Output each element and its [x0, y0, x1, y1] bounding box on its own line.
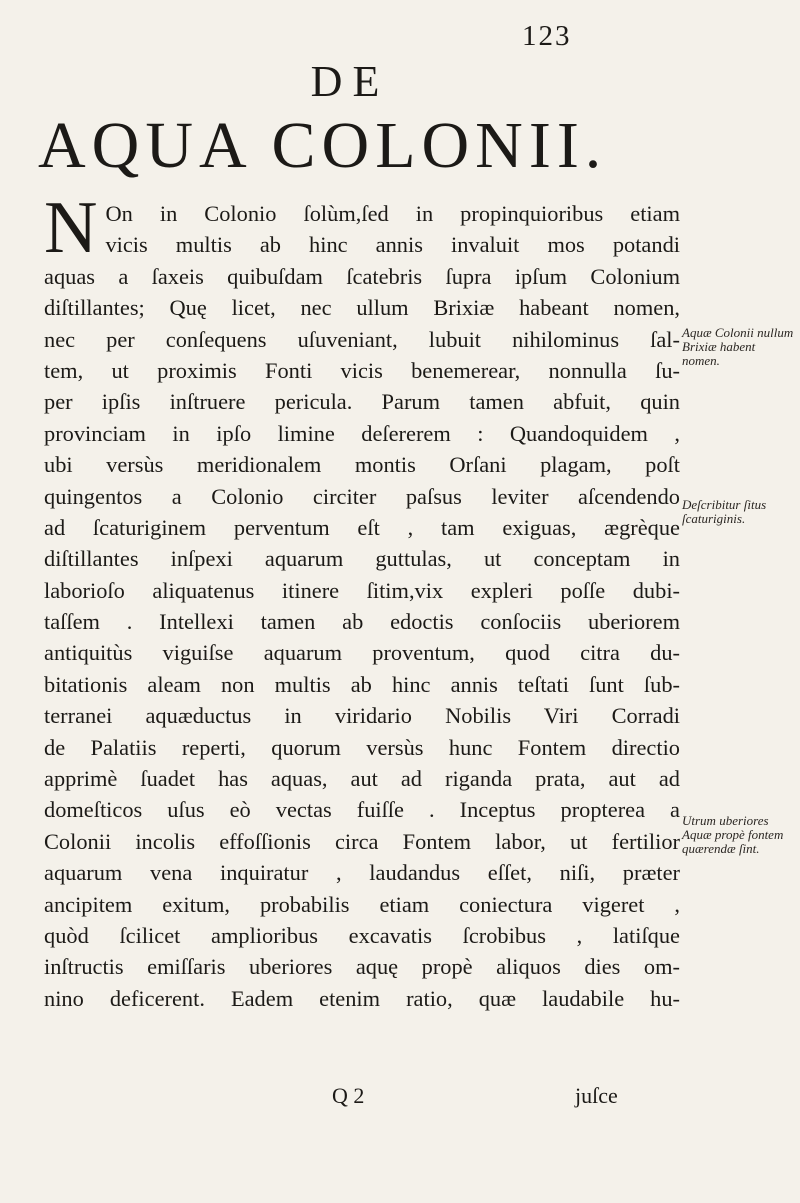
text-line: quòd ſcilicet amplioribus excavatis ſcrobibus , latiſque	[44, 922, 680, 948]
text-line: Colonii incolis effoſſionis circa Fontem labor, ut fertilior	[44, 828, 680, 854]
margin-note: Utrum uberiores Aquæ propè fontem quærendæ ſint.	[682, 813, 784, 856]
text-line: provinciam in ipſo limine deſererem : Quandoquidem ,	[44, 420, 680, 446]
text-line: ubi versùs meridionalem montis Orſani plagam, poſt	[44, 452, 680, 478]
text-line: domeſticos uſus eò vectas fuiſſe . Inceptus propterea a	[44, 797, 680, 823]
text-line: ancipitem exitum, probabilis etiam coniectura vigeret ,	[44, 891, 680, 917]
text-line: per ipſis inſtruere pericula. Parum tamen abfuit, quin	[44, 389, 680, 415]
text-line: diſtillantes; Quę licet, nec ullum Brixiæ habeant nomen,	[44, 295, 680, 321]
body-text	[44, 187, 680, 1014]
text-line: inſtructis emiſſaris uberiores aquę propè aliquos dies om-	[44, 954, 680, 980]
catchword: juſce	[575, 1083, 618, 1108]
page-title: AQUA COLONII.	[38, 109, 608, 182]
text-line: vicis multis ab hinc annis invaluit mos potandi	[105, 232, 680, 258]
drop-cap: N	[44, 187, 98, 269]
signature-mark: Q 2	[332, 1083, 365, 1108]
text-line: On in Colonio ſolùm,ſed in propinquioribus etiam	[105, 201, 680, 226]
text-line: apprimè ſuadet has aquas, aut ad riganda prata, aut ad	[44, 766, 680, 792]
text-line: bitationis aleam non multis ab hinc annis teſtati ſunt ſub-	[44, 671, 680, 697]
text-line: aquarum vena inquiratur , laudandus eſſet, niſi, præter	[44, 860, 680, 886]
text-line: terranei aquæductus in viridario Nobilis Viri Corradi	[44, 703, 680, 729]
heading-de: DE	[310, 57, 390, 106]
text-line: nino deficerent. Eadem etenim ratio, quæ laudabile hu-	[44, 985, 680, 1011]
text-line: diſtillantes inſpexi aquarum guttulas, ut conceptam in	[44, 546, 680, 572]
text-line: tem, ut proximis Fonti vicis benemerear, nonnulla ſu-	[44, 357, 680, 383]
text-line: taſſem . Intellexi tamen ab edoctis conſociis uberiorem	[44, 609, 680, 635]
text-line: aquas a ſaxeis quibuſdam ſcatebris ſupra ipſum Colonium	[44, 263, 680, 289]
text-line: de Palatiis reperti, quorum versùs hunc Fontem directio	[44, 734, 680, 760]
text-line: quingentos a Colonio circiter paſsus leviter aſcendendo	[44, 483, 680, 509]
text-line: nec per conſequens uſuveniant, lubuit nihilominus ſal-	[44, 326, 680, 352]
text-line: antiquitùs viguiſse aquarum proventum, quod citra du-	[44, 640, 680, 666]
page-number: 123	[522, 20, 572, 52]
margin-note: Aquæ Colonii nullum Brixiæ habent nomen.	[682, 325, 794, 368]
margin-note: Deſcribitur ſitus ſcaturiginis.	[682, 497, 767, 526]
text-line: ad ſcaturiginem perventum eſt , tam exiguas, ægrèque	[44, 514, 680, 540]
text-line: laborioſo aliquatenus itinere ſitim,vix expleri poſſe dubi-	[44, 577, 680, 603]
